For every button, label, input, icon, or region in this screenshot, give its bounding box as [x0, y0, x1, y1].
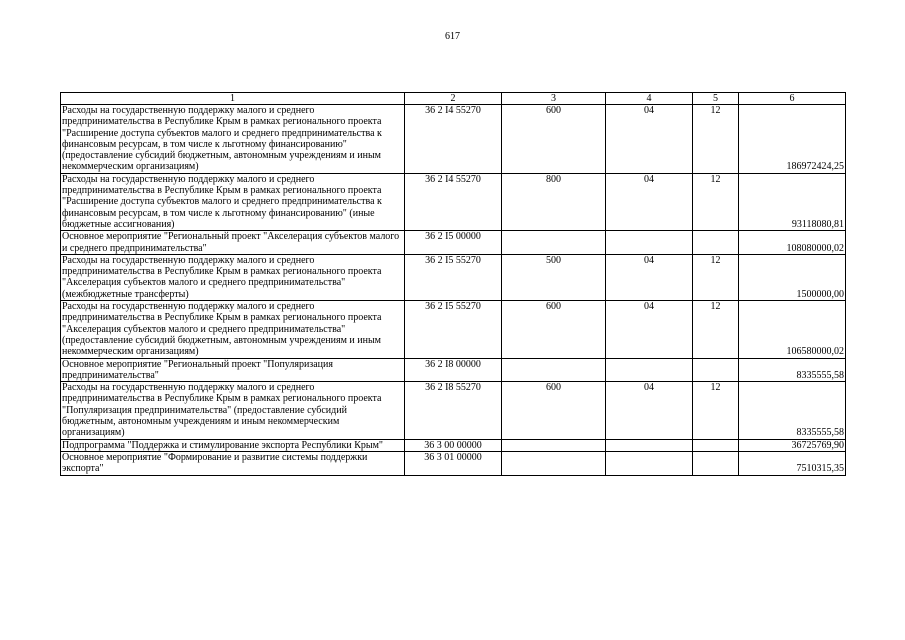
row-expense-type-cell: 600: [502, 105, 606, 174]
table-row: [61, 254, 846, 300]
row-amount-cell: 36725769,90: [739, 439, 846, 451]
row-expense-type-cell: 600: [502, 382, 606, 439]
row-name-cell: Расходы на государственную поддержку малого и среднего предпринимательства в Республике Крым в рамках регионального проекта "Расширение доступа субъектов малого и среднего предпринимательства к финансовым ресурсам, в том числе к льготному финансированию" (иные бюджетные ассигнования): [61, 173, 405, 230]
row-code-cell: 36 3 01 00000: [405, 451, 502, 475]
page-number: 617: [445, 31, 460, 42]
row-section-cell: [606, 439, 693, 451]
row-amount-cell: 8335555,58: [739, 382, 846, 439]
row-name-cell: Подпрограмма "Поддержка и стимулирование экспорта Республики Крым": [61, 439, 405, 451]
row-section-cell: 04: [606, 382, 693, 439]
row-amount-cell: 1500000,00: [739, 254, 846, 300]
row-subsection-cell: [693, 358, 739, 382]
row-name-cell: Основное мероприятие "Региональный проект "Популяризация предпринимательства": [61, 358, 405, 382]
row-expense-type-cell: 800: [502, 173, 606, 230]
row-code-cell: 36 2 I5 55270: [405, 254, 502, 300]
table-row: [61, 173, 846, 230]
row-code-cell: 36 2 I5 00000: [405, 231, 502, 255]
row-subsection-cell: 12: [693, 254, 739, 300]
header-cell-6: 6: [739, 93, 846, 105]
row-code-cell: 36 3 00 00000: [405, 439, 502, 451]
table-row: [61, 439, 846, 451]
row-subsection-cell: 12: [693, 173, 739, 230]
table-row: [61, 231, 846, 255]
header-cell-3: 3: [502, 93, 606, 105]
row-amount-cell: 93118080,81: [739, 173, 846, 230]
row-code-cell: 36 2 I8 55270: [405, 382, 502, 439]
row-section-cell: [606, 358, 693, 382]
table-row: [61, 301, 846, 358]
table-row: [61, 105, 846, 174]
row-name-cell: Расходы на государственную поддержку малого и среднего предпринимательства в Республике Крым в рамках регионального проекта "Акселерация субъектов малого и среднего предпринимательства" (предоставление субсидий бюджетным, автономным учреждениям и иным некоммерческим организациям): [61, 301, 405, 358]
row-expense-type-cell: 500: [502, 254, 606, 300]
row-subsection-cell: 12: [693, 301, 739, 358]
row-code-cell: 36 2 I4 55270: [405, 173, 502, 230]
row-section-cell: [606, 451, 693, 475]
row-amount-cell: 7510315,35: [739, 451, 846, 475]
table-row: [61, 451, 846, 475]
row-subsection-cell: [693, 231, 739, 255]
header-cell-1: 1: [61, 93, 405, 105]
row-subsection-cell: [693, 439, 739, 451]
row-subsection-cell: [693, 451, 739, 475]
row-section-cell: [606, 231, 693, 255]
row-name-cell: Расходы на государственную поддержку малого и среднего предпринимательства в Республике Крым в рамках регионального проекта "Акселерация субъектов малого и среднего предпринимательства" (межбюджетные трансферты): [61, 254, 405, 300]
row-amount-cell: 108080000,02: [739, 231, 846, 255]
row-section-cell: 04: [606, 301, 693, 358]
header-cell-4: 4: [606, 93, 693, 105]
row-expense-type-cell: 600: [502, 301, 606, 358]
row-section-cell: 04: [606, 105, 693, 174]
row-subsection-cell: 12: [693, 382, 739, 439]
row-name-cell: Расходы на государственную поддержку малого и среднего предпринимательства в Республике Крым в рамках регионального проекта "Расширение доступа субъектов малого и среднего предпринимательства к финансовым ресурсам, в том числе к льготному финансированию" (предоставление субсидий бюджетным, автономным учреждениям и иным некоммерческим организациям): [61, 105, 405, 174]
row-code-cell: 36 2 I8 00000: [405, 358, 502, 382]
row-code-cell: 36 2 I4 55270: [405, 105, 502, 174]
row-expense-type-cell: [502, 439, 606, 451]
table-row: [61, 358, 846, 382]
header-cell-2: 2: [405, 93, 502, 105]
row-code-cell: 36 2 I5 55270: [405, 301, 502, 358]
row-section-cell: 04: [606, 254, 693, 300]
row-amount-cell: 106580000,02: [739, 301, 846, 358]
row-subsection-cell: 12: [693, 105, 739, 174]
table-header-row: [61, 93, 846, 105]
header-cell-5: 5: [693, 93, 739, 105]
row-name-cell: Расходы на государственную поддержку малого и среднего предпринимательства в Республике Крым в рамках регионального проекта "Популяризация предпринимательства" (предоставление субсидий бюджетным, автономным учреждениям и иным некоммерческим организациям): [61, 382, 405, 439]
table-row: [61, 382, 846, 439]
row-amount-cell: 8335555,58: [739, 358, 846, 382]
budget-table: [60, 92, 846, 476]
row-expense-type-cell: [502, 231, 606, 255]
row-name-cell: Основное мероприятие "Формирование и развитие системы поддержки экспорта": [61, 451, 405, 475]
row-expense-type-cell: [502, 358, 606, 382]
row-amount-cell: 186972424,25: [739, 105, 846, 174]
budget-table-body: [61, 93, 846, 476]
row-expense-type-cell: [502, 451, 606, 475]
row-name-cell: Основное мероприятие "Региональный проект "Акселерация субъектов малого и среднего предпринимательства": [61, 231, 405, 255]
row-section-cell: 04: [606, 173, 693, 230]
